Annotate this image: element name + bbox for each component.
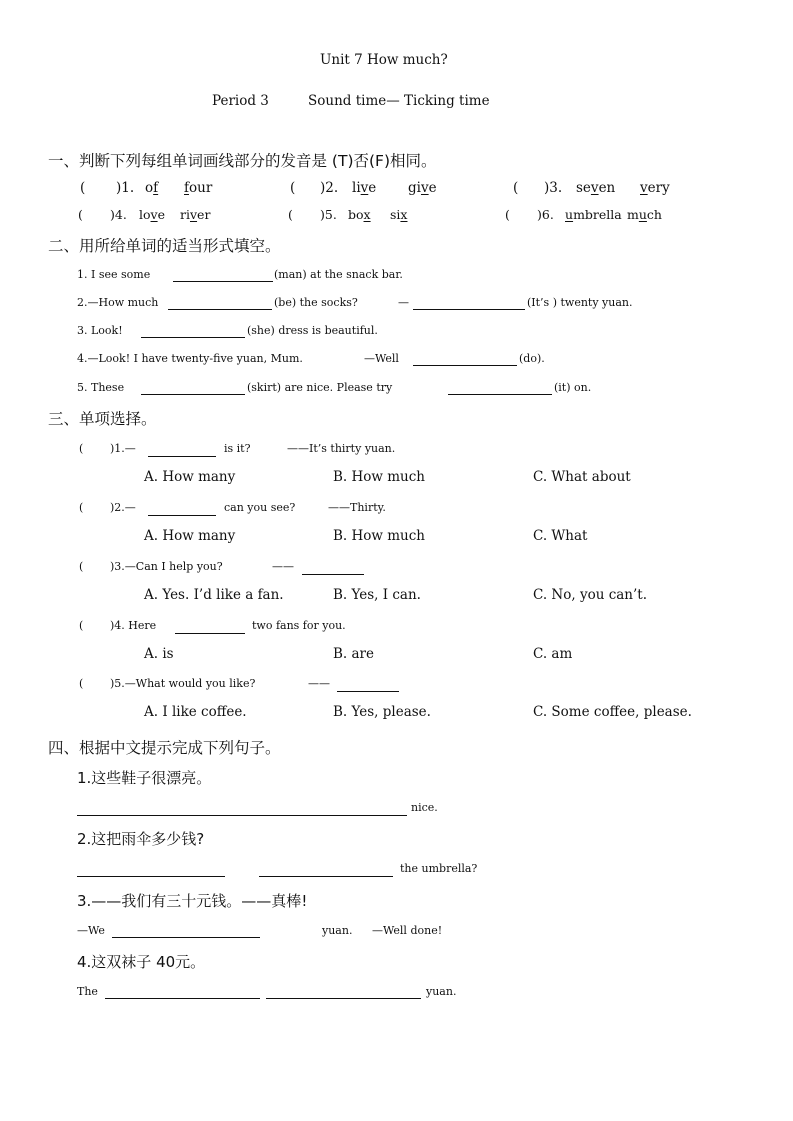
word-2: river [180, 207, 211, 222]
blank-line[interactable] [112, 937, 260, 938]
mc-q2-text: can you see? [224, 501, 296, 514]
s4-q2-tail: the umbrella? [400, 862, 478, 875]
answer-paren: ( [513, 180, 519, 196]
option-a[interactable]: A. Yes. I’d like a fan. [144, 587, 284, 603]
option-b[interactable]: B. How much [333, 469, 426, 485]
answer-paren: ( [505, 207, 510, 222]
blank-line[interactable] [105, 998, 260, 999]
mc-q5-reply: —— [308, 677, 330, 690]
answer-paren: ( [80, 180, 86, 196]
blank-line[interactable] [148, 456, 216, 457]
blank-line[interactable] [173, 281, 273, 282]
mc-q1-number: )1.— [110, 442, 136, 455]
option-c[interactable]: C. Some coffee, please. [533, 704, 692, 720]
item-number: )1. [116, 180, 135, 196]
item-number: )6. [537, 207, 554, 222]
mc-q3-number: )3.—Can I help you? [110, 560, 223, 573]
s4-q3-middle: yuan. [322, 924, 353, 937]
q1-suffix: (man) at the snack bar. [274, 268, 403, 281]
section1-heading: 一、判断下列每组单词画线部分的发音是 (T)否(F)相同。 [48, 152, 437, 170]
mc-q4-text: two fans for you. [252, 619, 346, 632]
mc-q3-reply: —— [272, 560, 294, 573]
mc-q2-number: )2.— [110, 501, 136, 514]
option-b[interactable]: B. Yes, I can. [333, 587, 421, 603]
word-1: umbrella [565, 207, 622, 222]
blank-line[interactable] [259, 876, 393, 877]
word-2: four [184, 180, 213, 196]
blank-line[interactable] [141, 337, 245, 338]
option-b[interactable]: B. Yes, please. [333, 704, 431, 720]
word-1: seven [576, 180, 616, 196]
section3-heading: 三、单项选择。 [48, 410, 157, 428]
q3-suffix: (she) dress is beautiful. [247, 324, 378, 337]
answer-paren: ( [79, 619, 84, 632]
answer-paren: ( [79, 442, 84, 455]
q1-prefix: 1. I see some [77, 268, 151, 281]
s4-q1-tail: nice. [411, 801, 438, 814]
item-number: )4. [110, 207, 127, 222]
word-2: very [640, 180, 670, 196]
word-1: live [352, 180, 377, 196]
page-title: Unit 7 How much? [320, 52, 448, 68]
mc-q1-text: is it? [224, 442, 251, 455]
word-1: of [145, 180, 159, 196]
blank-line[interactable] [168, 309, 272, 310]
mc-q5-number: )5.—What would you like? [110, 677, 256, 690]
answer-paren: ( [79, 560, 84, 573]
mc-q4-number: )4. Here [110, 619, 157, 632]
blank-line[interactable] [266, 998, 421, 999]
item-number: )5. [320, 207, 337, 222]
option-c[interactable]: C. am [533, 646, 573, 662]
answer-paren: ( [288, 207, 293, 222]
option-c[interactable]: C. No, you can’t. [533, 587, 648, 603]
q2-prefix: 2.—How much [77, 296, 159, 309]
q2-suffix: (It’s ) twenty yuan. [527, 296, 633, 309]
section4-heading: 四、根据中文提示完成下列句子。 [48, 739, 281, 757]
answer-paren: ( [78, 207, 83, 222]
s4-q4-prompt: 4.这双袜子 40元。 [77, 953, 206, 971]
s4-q3-prefix: —We [77, 924, 105, 937]
answer-paren: ( [79, 501, 84, 514]
blank-line[interactable] [141, 394, 245, 395]
period-label: Period 3 [212, 93, 269, 109]
option-b[interactable]: B. are [333, 646, 374, 662]
word-2: six [390, 207, 408, 222]
blank-line[interactable] [337, 691, 399, 692]
blank-line[interactable] [302, 574, 364, 575]
item-number: )3. [544, 180, 563, 196]
word-2: much [627, 207, 662, 222]
blank-line[interactable] [413, 309, 525, 310]
page-subtitle: Sound time— Ticking time [308, 93, 490, 109]
answer-paren: ( [79, 677, 84, 690]
answer-paren: ( [290, 180, 296, 196]
q4-prefix: 4.—Look! I have twenty-five yuan, Mum. [77, 352, 303, 365]
blank-line[interactable] [77, 876, 225, 877]
option-a[interactable]: A. How many [144, 469, 236, 485]
option-c[interactable]: C. What about [533, 469, 631, 485]
blank-line[interactable] [413, 365, 517, 366]
word-1: love [139, 207, 165, 222]
blank-line[interactable] [448, 394, 552, 395]
blank-line[interactable] [175, 633, 245, 634]
q4-suffix: (do). [519, 352, 545, 365]
q5-prefix: 5. These [77, 381, 125, 394]
q2-dash: — [398, 296, 409, 309]
option-c[interactable]: C. What [533, 528, 588, 544]
word-2: give [408, 180, 437, 196]
q4-middle: —Well [364, 352, 399, 365]
s4-q4-prefix: The [77, 985, 98, 998]
q3-prefix: 3. Look! [77, 324, 123, 337]
option-b[interactable]: B. How much [333, 528, 426, 544]
mc-q2-reply: ——Thirty. [328, 501, 386, 514]
option-a[interactable]: A. is [144, 646, 174, 662]
blank-line[interactable] [148, 515, 216, 516]
s4-q2-prompt: 2.这把雨伞多少钱? [77, 830, 205, 848]
option-a[interactable]: A. I like coffee. [144, 704, 247, 720]
option-a[interactable]: A. How many [144, 528, 236, 544]
item-number: )2. [320, 180, 339, 196]
q5-suffix: (it) on. [554, 381, 592, 394]
s4-q3-suffix: —Well done! [372, 924, 443, 937]
q2-middle: (be) the socks? [274, 296, 358, 309]
mc-q1-reply: ——It’s thirty yuan. [287, 442, 396, 455]
s4-q1-prompt: 1.这些鞋子很漂亮。 [77, 769, 212, 787]
s4-q4-suffix: yuan. [426, 985, 457, 998]
word-1: box [348, 207, 371, 222]
section2-heading: 二、用所给单词的适当形式填空。 [48, 237, 281, 255]
blank-line[interactable] [77, 815, 407, 816]
s4-q3-prompt: 3.——我们有三十元钱。——真棒! [77, 892, 308, 910]
q5-middle: (skirt) are nice. Please try [247, 381, 393, 394]
